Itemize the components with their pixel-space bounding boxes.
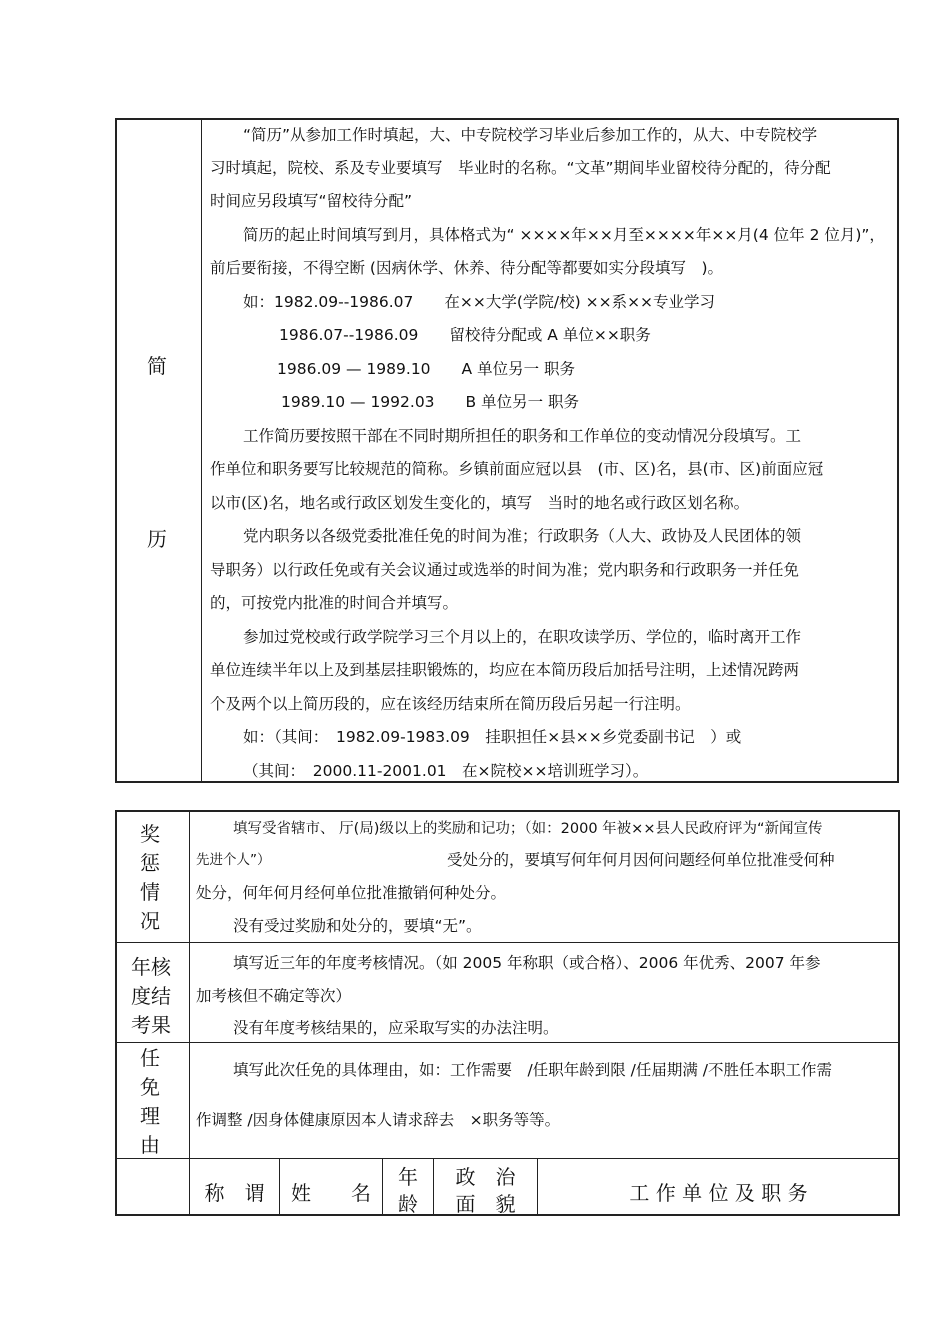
resume-label-2: 历 xyxy=(147,527,167,551)
header-title: 称 谓 xyxy=(204,1181,265,1205)
resume-line: 1986.09 — 1989.10 A 单位另一 职务 xyxy=(277,360,576,378)
resume-line: 作单位和职务要写比较规范的简称。乡镇前面应冠以县 (市、区)名，县(市、区)前面应冠 xyxy=(210,460,824,478)
assessment-label-1: 年核 xyxy=(131,955,171,979)
rewards-line: 处分，何年何月经何单位批准撤销何种处分。 xyxy=(196,884,507,902)
row-divider xyxy=(116,1042,899,1043)
resume-label-1: 简 xyxy=(147,354,167,378)
resume-divider xyxy=(201,119,202,782)
resume-line: 时间应另段填写“留校待分配” xyxy=(210,192,413,210)
resume-line: 工作简历要按照干部在不同时期所担任的职务和工作单位的变动情况分段填写。工 xyxy=(243,427,802,445)
label-column-divider xyxy=(189,811,190,1215)
rewards-line: 填写受省辖市、 厅(局)级以上的奖励和记功；（如：2000 年被××县人民政府评为“新闻宣传 xyxy=(233,821,823,837)
reason-label-3: 理 xyxy=(140,1104,160,1128)
header-name: 姓 名 xyxy=(291,1181,371,1205)
rewards-line: 先进个人”） xyxy=(196,852,271,868)
resume-section xyxy=(115,118,899,783)
resume-line: 1989.10 — 1992.03 B 单位另一 职务 xyxy=(281,393,580,411)
resume-line: 参加过党校或行政学院学习三个月以上的，在职攻读学历、学位的，临时离开工作 xyxy=(243,628,802,646)
rewards-label-2: 惩 xyxy=(140,851,160,875)
rewards-line: 受处分的，要填写何年何月因何问题经何单位批准受何种 xyxy=(447,851,835,869)
info-table xyxy=(115,810,900,1216)
header-work: 工 作 单 位 及 职 务 xyxy=(629,1181,808,1205)
assessment-line: 没有年度考核结果的，应采取写实的办法注明。 xyxy=(233,1019,559,1037)
rewards-label-1: 奖 xyxy=(140,822,160,846)
rewards-label-3: 情 xyxy=(140,880,160,904)
row-divider xyxy=(116,942,899,943)
assessment-line: 填写近三年的年度考核情况。（如 2005 年称职（或合格）、2006 年优秀、2007 年参 xyxy=(233,954,821,972)
resume-line: 1986.07--1986.09 留校待分配或 A 单位××职务 xyxy=(279,326,651,344)
resume-line: （其间： 2000.11-2001.01 在×院校××培训班学习）。 xyxy=(243,762,649,780)
reason-line: 填写此次任免的具体理由，如：工作需要 /任职年龄到限 /任届期满 /不胜任本职工作需 xyxy=(233,1061,833,1079)
resume-line: 前后要衔接，不得空断 (因病休学、休养、待分配等都要如实分段填写 )。 xyxy=(210,259,724,277)
resume-line: 习时填起，院校、系及专业要填写 毕业时的名称。“文革”期间毕业留校待分配的，待分配 xyxy=(210,159,831,177)
resume-line: 以市(区)名，地名或行政区划发生变化的，填写 当时的地名或行政区划名称。 xyxy=(210,494,750,512)
resume-line: 党内职务以各级党委批准任免的时间为准；行政职务（人大、政协及人民团体的领 xyxy=(243,527,802,545)
assessment-label-2: 度结 xyxy=(131,984,171,1008)
header-politics-1: 政 治 xyxy=(455,1165,516,1189)
reason-line: 作调整 /因身体健康原因本人请求辞去 ×职务等等。 xyxy=(196,1111,561,1129)
header-age-1: 年 xyxy=(398,1165,418,1189)
reason-label-4: 由 xyxy=(140,1133,160,1157)
resume-line: 简历的起止时间填写到月，具体格式为“ ××××年××月至××××年××月(4 位年 2 位月)”， xyxy=(243,226,885,244)
rewards-label-4: 况 xyxy=(140,909,160,933)
resume-line: 的，可按党内批准的时间合并填写。 xyxy=(210,594,459,612)
reason-label-1: 任 xyxy=(140,1046,160,1070)
header-age-2: 龄 xyxy=(398,1192,418,1216)
assessment-line: 加考核但不确定等次） xyxy=(196,987,352,1005)
resume-line: 导职务）以行政任免或有关会议通过或选举的时间为准；党内职务和行政职务一并任免 xyxy=(210,561,800,579)
rewards-line: 没有受过奖励和处分的，要填“无”。 xyxy=(233,917,482,935)
resume-line: 单位连续半年以上及到基层挂职锻炼的，均应在本简历段后加括号注明，上述情况跨两 xyxy=(210,661,800,679)
resume-line: 如：1982.09--1986.07 在××大学(学院/校) ××系××专业学习 xyxy=(243,293,716,311)
header-politics-2: 面 貌 xyxy=(455,1192,516,1216)
assessment-label-3: 考果 xyxy=(131,1013,171,1037)
row-divider xyxy=(116,1158,899,1159)
resume-line: 如：（其间： 1982.09-1983.09 挂职担任×县××乡党委副书记 ）或 xyxy=(243,728,742,746)
resume-line: “简历”从参加工作时填起，大、中专院校学习毕业后参加工作的，从大、中专院校学 xyxy=(243,126,818,144)
resume-line: 个及两个以上简历段的，应在该经历结束所在简历段后另起一行注明。 xyxy=(210,695,691,713)
reason-label-2: 免 xyxy=(140,1075,160,1099)
